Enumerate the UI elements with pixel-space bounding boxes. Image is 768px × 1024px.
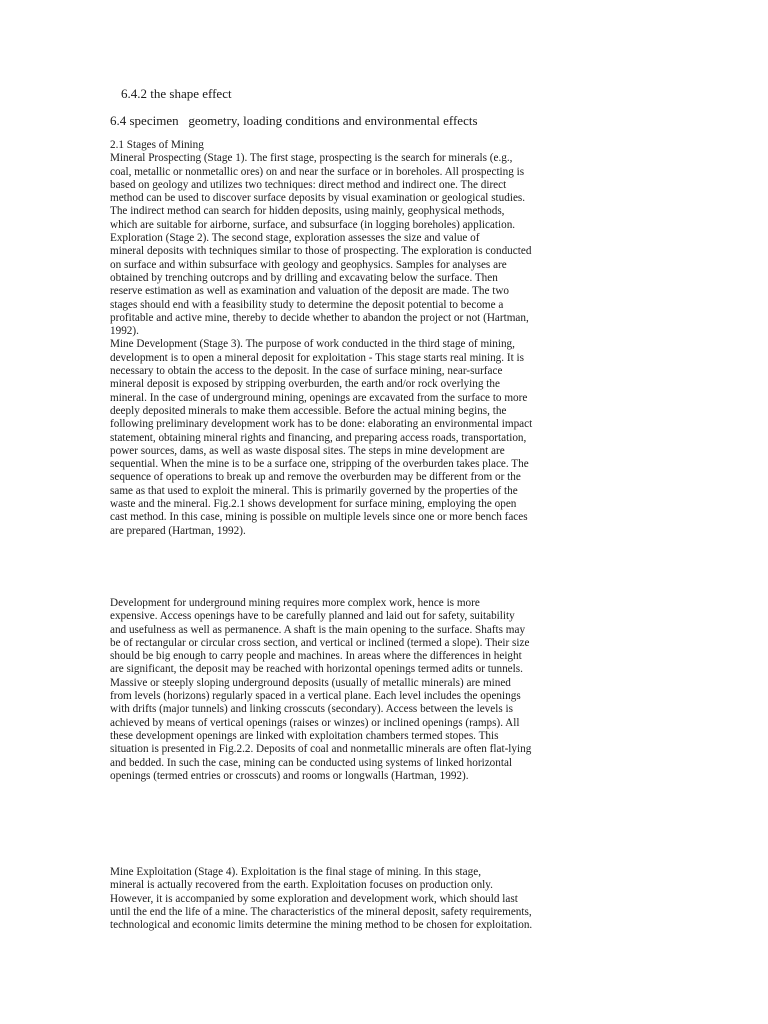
text-line: Exploration (Stage 2). The second stage, exploration assesses the size and value of bbox=[110, 232, 480, 245]
text-line: 1992). bbox=[110, 325, 139, 338]
text-line: technological and economic limits determine the mining method to be chosen for exploitation. bbox=[110, 919, 533, 932]
text-line: statement, obtaining mineral rights and financing, and preparing access roads, transportation, bbox=[110, 431, 527, 444]
text-line: mineral. In the case of underground mining, openings are excavated from the surface to more bbox=[110, 391, 528, 404]
text-line: Massive or steeply sloping underground deposits (usually of metallic minerals) are mined bbox=[110, 676, 511, 689]
text-line: 2.1 Stages of Mining bbox=[110, 139, 204, 151]
text-line: coal, metallic or nonmetallic ores) on and near the surface or in boreholes. All prospecting is bbox=[110, 165, 525, 178]
text-line: Mineral Prospecting (Stage 1). The first stage, prospecting is the search for minerals (e.g., bbox=[110, 152, 513, 165]
text-line: and usefulness as well as permanence. A shaft is the main opening to the surface. Shafts may bbox=[110, 623, 526, 636]
text-line: sequence of operations to break up and remove the overburden may be different from or the bbox=[110, 471, 521, 484]
text-line: and bedded. In such the case, mining can be conducted using systems of linked horizontal bbox=[110, 756, 513, 769]
text-line: mineral deposits with techniques similar to those of prospecting. The exploration is conducted bbox=[110, 245, 532, 258]
paragraph-block-stages bbox=[110, 139, 580, 538]
text-line: until the end the life of a mine. The characteristics of the mineral deposit, safety requirements, bbox=[110, 905, 532, 918]
section-heading-6-4-2: 6.4.2 the shape effect bbox=[121, 86, 232, 101]
text-line: mineral deposit is exposed by stripping overburden, the earth and/or rock overlying the bbox=[110, 378, 500, 391]
text-line: Mine Exploitation (Stage 4). Exploitation is the final stage of mining. In this stage, bbox=[110, 866, 481, 878]
paragraph-block-underground bbox=[110, 597, 580, 783]
text-line: openings (termed entries or crosscuts) and rooms or longwalls (Hartman, 1992). bbox=[110, 769, 469, 782]
text-line: deeply deposited minerals to make them accessible. Before the actual mining begins, the bbox=[110, 404, 507, 417]
text-line: cast method. In this case, mining is possible on multiple levels since one or more bench faces bbox=[110, 511, 528, 524]
text-line: necessary to obtain the access to the deposit. In the case of surface mining, near-surface bbox=[110, 365, 503, 378]
text-line: these development openings are linked with exploitation chambers termed stopes. This bbox=[110, 729, 499, 742]
text-line: based on geology and utilizes two techniques: direct method and indirect one. The direct bbox=[110, 178, 507, 191]
text-line: obtained by trenching outcrops and by drilling and excavating below the surface. Then bbox=[110, 271, 498, 284]
text-line: are significant, the deposit may be reached with horizontal openings termed adits or tunnels. bbox=[110, 663, 523, 676]
text-line: situation is presented in Fig.2.2. Deposits of coal and nonmetallic minerals are often flat-lying bbox=[110, 743, 532, 756]
text-line: Mine Development (Stage 3). The purpose of work conducted in the third stage of mining, bbox=[110, 338, 515, 351]
text-line: following preliminary development work has to be done: elaborating an environmental impact bbox=[110, 418, 533, 431]
text-line: which are suitable for airborne, surface, and subsurface (in logging boreholes) application. bbox=[110, 218, 516, 231]
text-line: profitable and active mine, thereby to decide whether to abandon the project or not (Hartman, bbox=[110, 311, 529, 324]
text-line: achieved by means of vertical openings (raises or winzes) or inclined openings (ramps). All bbox=[110, 716, 520, 729]
text-line: The indirect method can search for hidden deposits, using mainly, geophysical methods, bbox=[110, 205, 505, 218]
text-line: expensive. Access openings have to be carefully planned and laid out for safety, suitability bbox=[110, 610, 515, 623]
text-line: with drifts (major tunnels) and linking crosscuts (secondary). Access between the levels is bbox=[110, 703, 513, 716]
text-line: sequential. When the mine is to be a surface one, stripping of the overburden takes place. The bbox=[110, 458, 529, 471]
text-line: are prepared (Hartman, 1992). bbox=[110, 524, 246, 537]
text-line: waste and the mineral. Fig.2.1 shows development for surface mining, employing the open bbox=[110, 498, 517, 511]
text-line: power sources, dams, as well as waste disposal sites. The steps in mine development are bbox=[110, 444, 505, 457]
text-line: development is to open a mineral deposit for exploitation - This stage starts real mining. It is bbox=[110, 351, 524, 364]
text-line: mineral is actually recovered from the earth. Exploitation focuses on production only. bbox=[110, 879, 493, 892]
text-line: be of rectangular or circular cross section, and vertical or inclined (termed a slope). Their size bbox=[110, 636, 530, 649]
text-line: from levels (horizons) regularly spaced in a vertical plane. Each level includes the openings bbox=[110, 690, 521, 703]
text-line: method can be used to discover surface deposits by visual examination or geological studies. bbox=[110, 192, 526, 205]
text-line: reserve estimation as well as examination and valuation of the deposit are made. The two bbox=[110, 285, 509, 298]
paragraph-block-exploitation bbox=[110, 866, 580, 932]
text-line: However, it is accompanied by some exploration and development work, which should last bbox=[110, 892, 518, 905]
text-line: same as that used to exploit the mineral. This is primarily governed by the properties of the bbox=[110, 484, 518, 497]
text-line: Development for underground mining requires more complex work, hence is more bbox=[110, 597, 480, 609]
section-heading-6-4: 6.4 specimen geometry, loading conditions and environmental effects bbox=[110, 113, 478, 128]
text-line: stages should end with a feasibility study to determine the deposit potential to become a bbox=[110, 298, 504, 311]
text-line: on surface and within subsurface with geology and geophysics. Samples for analyses are bbox=[110, 258, 507, 271]
text-line: should be big enough to carry people and machines. In areas where the differences in height bbox=[110, 650, 522, 663]
